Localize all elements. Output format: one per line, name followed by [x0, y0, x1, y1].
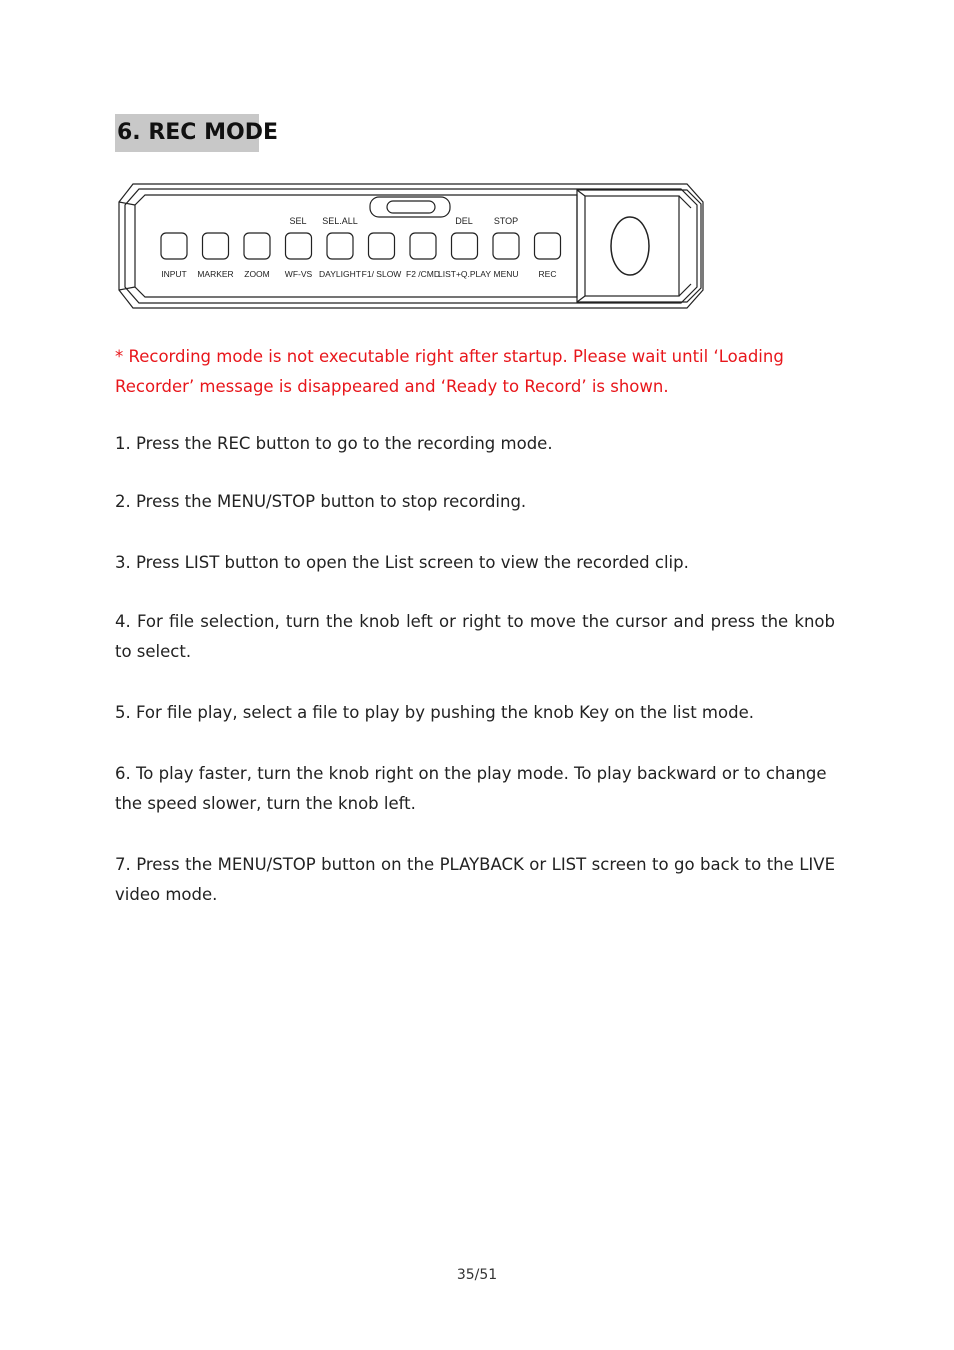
- label-sel-all: SEL.ALL: [322, 216, 358, 226]
- panel-button-7: [410, 233, 436, 259]
- panel-button-label-7: F2 /CMD: [406, 269, 440, 279]
- page-number: 35/51: [456, 1267, 498, 1283]
- panel-button-6: [369, 233, 395, 259]
- panel-button-label-2: MARKER: [197, 269, 234, 279]
- label-sel: SEL: [289, 216, 307, 226]
- panel-button-9: [493, 233, 519, 259]
- panel-button-label-3: ZOOM: [244, 269, 270, 279]
- recording-note: * Recording mode is not executable right after startup. Please wait until ‘Loading Recorder’ message is disappeared and ‘Ready to Record’ is shown.: [115, 347, 784, 396]
- control-panel-diagram: [115, 180, 707, 312]
- step-1: 1. Press the REC button to go to the recording mode.: [115, 434, 553, 453]
- panel-button-label-9: MENU: [493, 269, 519, 279]
- panel-button-1: [161, 233, 187, 259]
- step-6: 6. To play faster, turn the knob right on the play mode. To play backward or to change the speed slower, turn the knob left.: [115, 764, 827, 813]
- panel-button-label-6: F1/ SLOW: [361, 269, 402, 279]
- step-4: 4. For file selection, turn the knob left or right to move the cursor and press the knob to select.: [115, 612, 835, 661]
- step-7: 7. Press the MENU/STOP button on the PLAYBACK or LIST screen to go back to the LIVE video mode.: [115, 855, 835, 904]
- panel-button-label-8: LIST+Q.PLAY: [438, 269, 491, 279]
- panel-button-4: [286, 233, 312, 259]
- panel-button-8: [452, 233, 478, 259]
- step-5: 5. For file play, select a file to play by pushing the knob Key on the list mode.: [115, 703, 754, 722]
- panel-button-label-5: DAYLIGHT: [319, 269, 361, 279]
- panel-button-10: [535, 233, 561, 259]
- step-3: 3. Press LIST button to open the List screen to view the recorded clip.: [115, 553, 689, 572]
- panel-button-label-1: INPUT: [161, 269, 187, 279]
- label-del: DEL: [455, 216, 473, 226]
- label-stop: STOP: [493, 216, 519, 226]
- section-title: 6. REC MODE: [115, 114, 259, 152]
- panel-button-3: [244, 233, 270, 259]
- step-2: 2. Press the MENU/STOP button to stop recording.: [115, 492, 527, 511]
- panel-button-5: [327, 233, 353, 259]
- panel-button-2: [203, 233, 229, 259]
- panel-button-label-10: REC: [538, 269, 557, 279]
- panel-button-label-4: WF-VS: [284, 269, 313, 279]
